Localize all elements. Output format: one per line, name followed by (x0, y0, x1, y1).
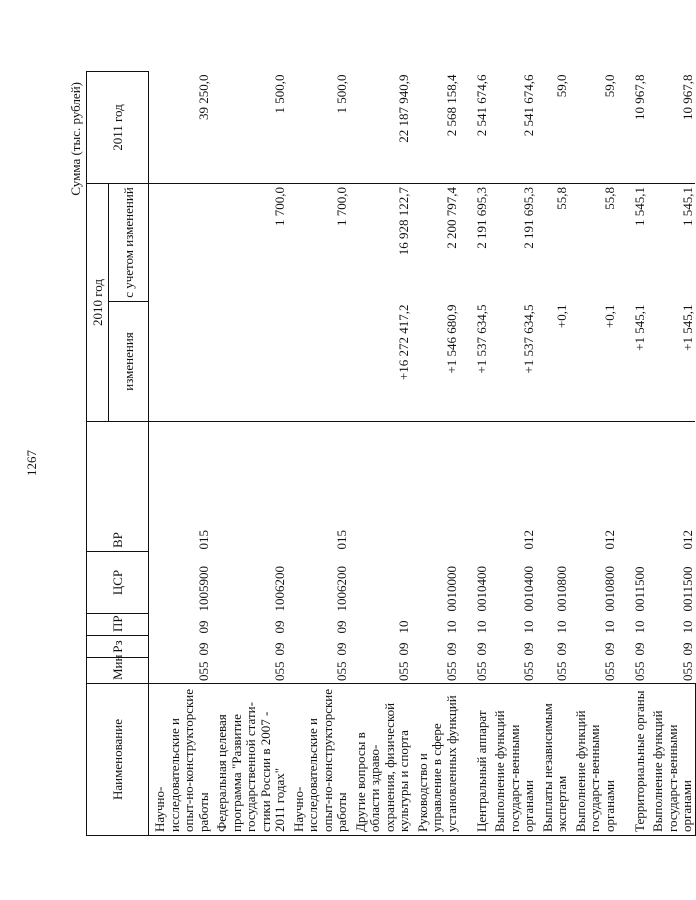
row-name: Выплаты независимым экспертам (537, 684, 570, 836)
row-2011: 2 568 158,4 (412, 72, 460, 184)
row-rz: 09 (679, 642, 695, 656)
row-changes: +1 545,1 (617, 302, 647, 422)
table-row (412, 72, 460, 836)
row-min: 055 (396, 661, 411, 681)
row-csr: 0010400 (521, 566, 536, 612)
row-min: 055 (473, 661, 489, 681)
header-name: Наименование (87, 684, 149, 836)
header-changes: изменения (109, 302, 149, 422)
units-caption: Сумма (тыс. рублей) (68, 82, 83, 196)
row-changes (211, 302, 288, 422)
row-min: 055 (195, 661, 211, 681)
row-rz: 09 (396, 642, 411, 656)
header-year-2011: 2011 год (87, 72, 149, 184)
row-pr: 10 (473, 620, 489, 634)
row-2011: 59,0 (537, 72, 570, 184)
header-year-2010: 2010 год (87, 184, 109, 422)
row-changes: +1 537 634,5 (489, 302, 537, 422)
table-row (350, 72, 412, 836)
row-pr: 09 (272, 620, 287, 634)
row-with-changes: 55,8 (601, 187, 617, 210)
row-csr (350, 552, 412, 614)
row-with-changes (149, 184, 212, 302)
row-name: Выполнение функций государст-венными органами (489, 684, 537, 836)
row-pr: 10 (631, 620, 647, 634)
row-2011: 22 187 940,9 (350, 72, 412, 184)
row-changes: +16 272 417,2 (350, 302, 412, 422)
budget-table (86, 71, 696, 836)
row-min: 055 (679, 661, 695, 681)
header-vr: ВР (87, 422, 149, 552)
row-csr: 1005900 (195, 566, 211, 612)
table-row (570, 72, 618, 836)
row-csr: 0010800 (601, 566, 617, 612)
row-rz: 09 (554, 642, 569, 656)
row-2011: 1 500,0 (288, 72, 350, 184)
row-vr (617, 422, 647, 552)
row-changes: +1 545,1 (647, 302, 695, 422)
row-pr: 10 (521, 620, 536, 634)
table-row (211, 72, 288, 836)
row-min: 055 (334, 661, 349, 681)
row-changes: +0,1 (537, 302, 570, 422)
row-pr: 09 (195, 620, 211, 634)
row-rz: 09 (521, 642, 536, 656)
row-name: Научно-исследовательские и опыт-но-конструкторские работы (288, 684, 350, 836)
row-vr: 015 (195, 530, 211, 550)
row-name: Выполнение функций государст-венными органами (570, 684, 618, 836)
table-body (149, 72, 696, 836)
row-rz: 09 (473, 642, 489, 656)
row-pr: 10 (679, 620, 695, 634)
header-rz: Рз (87, 636, 149, 658)
row-csr: 0010800 (554, 566, 569, 612)
table-row (489, 72, 537, 836)
row-2011: 10 967,8 (647, 72, 695, 184)
row-rz: 09 (334, 642, 349, 656)
row-min: 055 (601, 661, 617, 681)
row-with-changes: 1 545,1 (631, 187, 647, 226)
row-pr: 10 (443, 620, 459, 634)
row-2011: 10 967,8 (617, 72, 647, 184)
row-min: 055 (272, 661, 287, 681)
row-name: Центральный аппарат (459, 684, 489, 836)
row-with-changes: 1 700,0 (334, 187, 349, 226)
row-csr: 0010400 (473, 566, 489, 612)
page-number: 1267 (24, 450, 39, 476)
row-vr (412, 422, 460, 552)
row-with-changes: 2 191 695,3 (473, 187, 489, 249)
row-2011: 1 500,0 (211, 72, 288, 184)
row-2011: 39 250,0 (149, 72, 212, 184)
row-pr: 10 (396, 620, 411, 634)
row-csr: 0011500 (679, 566, 695, 612)
row-changes (149, 302, 212, 422)
row-min: 055 (521, 661, 536, 681)
row-with-changes: 16 928 122,7 (396, 187, 411, 256)
row-min: 055 (631, 661, 647, 681)
row-2011: 2 541 674,6 (489, 72, 537, 184)
row-vr (537, 422, 570, 552)
row-csr: 0010000 (443, 566, 459, 612)
row-vr: 015 (334, 530, 349, 550)
table-row (149, 72, 212, 836)
row-vr (350, 422, 412, 552)
row-vr (459, 422, 489, 552)
row-changes: +1 537 634,5 (459, 302, 489, 422)
row-pr: 09 (334, 620, 349, 634)
row-name: Выполнение функций государст-венными органами (647, 684, 695, 836)
row-vr: 012 (521, 530, 536, 550)
row-csr: 1006200 (334, 566, 349, 612)
row-with-changes: 55,8 (554, 187, 569, 210)
row-changes: +1 546 680,9 (412, 302, 460, 422)
header-pr: ПР (87, 614, 149, 636)
row-rz: 09 (601, 642, 617, 656)
header-csr: ЦСР (87, 552, 149, 614)
row-vr: 012 (601, 530, 617, 550)
row-rz: 09 (631, 642, 647, 656)
row-vr: 012 (679, 530, 695, 550)
row-min: 055 (554, 661, 569, 681)
table-row (537, 72, 570, 836)
row-csr: 1006200 (272, 566, 287, 612)
row-2011: 2 541 674,6 (459, 72, 489, 184)
table-row (288, 72, 350, 836)
row-rz: 09 (443, 642, 459, 656)
row-2011: 59,0 (570, 72, 618, 184)
row-rz: 09 (195, 642, 211, 656)
row-with-changes: 2 191 695,3 (521, 187, 536, 249)
row-with-changes: 2 200 797,4 (443, 187, 459, 249)
row-vr (211, 422, 288, 552)
table-row (617, 72, 647, 836)
row-changes: +0,1 (570, 302, 618, 422)
row-name: Руководство и управление в сфере установленных функций (412, 684, 460, 836)
row-changes (288, 302, 350, 422)
row-min: 055 (443, 661, 459, 681)
header-with-changes: с учетом изменений (109, 184, 149, 302)
row-name: Территориальные органы (617, 684, 647, 836)
row-csr: 0011500 (631, 566, 647, 612)
row-with-changes: 1 700,0 (272, 187, 287, 226)
rotated-page (24, 72, 695, 836)
row-with-changes: 1 545,1 (679, 187, 695, 226)
row-name: Другие вопросы в области здраво-охранения, физической культуры и спорта (350, 684, 412, 836)
row-rz: 09 (272, 642, 287, 656)
header-min: Мин (87, 658, 149, 684)
row-name: Научно-исследовательские и опыт-но-конструкторские работы (149, 684, 212, 836)
row-pr: 10 (601, 620, 617, 634)
row-name: Федеральная целевая программа "Развитие государственной стати-стики России в 2007 - 2011 годах" (211, 684, 288, 836)
table-row (647, 72, 695, 836)
row-pr: 10 (554, 620, 569, 634)
table-row (459, 72, 489, 836)
